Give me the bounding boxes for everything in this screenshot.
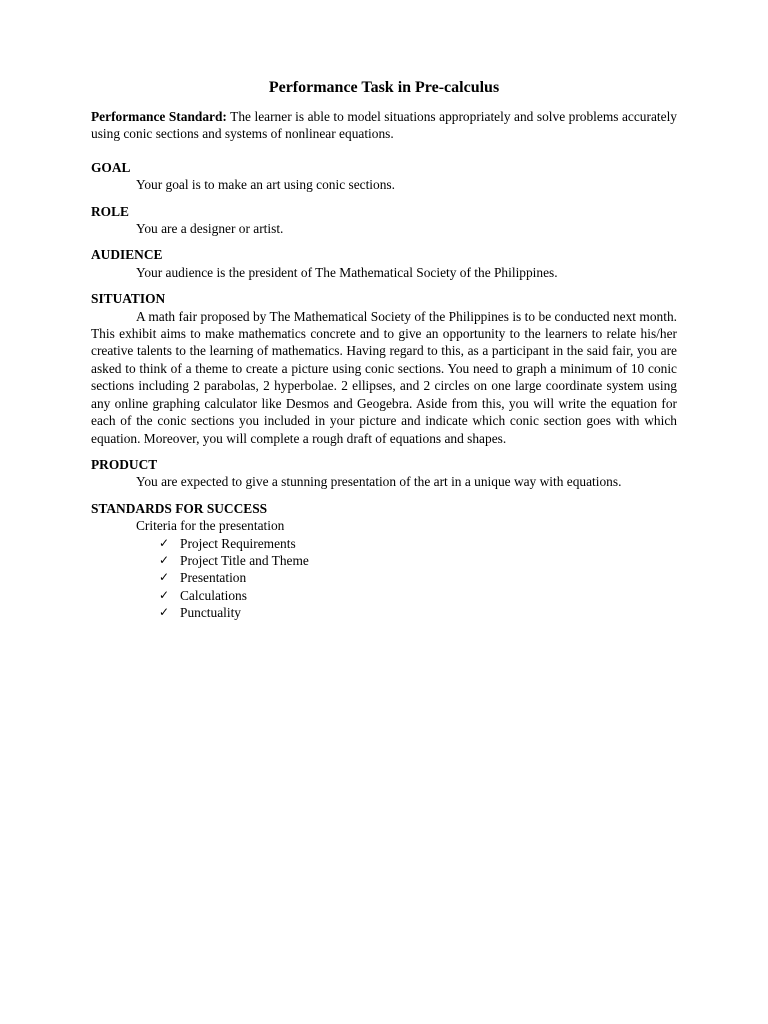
situation-section: [91, 290, 677, 447]
checkmark-icon: ✓: [159, 605, 170, 620]
document-page: [91, 78, 677, 631]
performance-standard: [91, 108, 677, 143]
standards-heading: STANDARDS FOR SUCCESS: [91, 500, 268, 516]
goal-section: [91, 159, 677, 194]
criteria-item: [159, 587, 677, 604]
checkmark-icon: ✓: [159, 535, 170, 550]
criteria-item: [159, 552, 677, 569]
goal-heading: GOAL: [91, 159, 131, 175]
audience-section: [91, 246, 677, 281]
criteria-item-label: Project Requirements: [180, 535, 296, 551]
product-text: You are expected to give a stunning presentation of the art in a unique way with equations.: [136, 474, 622, 490]
role-section: [91, 203, 677, 238]
criteria-item-label: Calculations: [180, 587, 247, 603]
performance-standard-label: Performance Standard:: [91, 109, 227, 124]
standards-section: [91, 500, 677, 622]
audience-text: Your audience is the president of The Mathematical Society of the Philippines.: [136, 264, 558, 280]
criteria-item-label: Project Title and Theme: [180, 552, 309, 568]
criteria-item-label: Presentation: [180, 570, 247, 586]
situation-text: A math fair proposed by The Mathematical Society of the Philippines is to be conducted next month. This exhibit aims to make mathematics concrete and to give an opportunity to the learners to relate his/her creative talents to the learning of mathematics. Having regard to this, as a participant in the said fair, you are asked to think of a theme to create a picture using conic sections. You need to graph a minimum of 10 conic sections including 2 parabolas, 2 hyperbolae. 2 ellipses, and 2 circles on one large coordinate system using any online graphing calculator like Desmos and Geogebra. Aside from this, you will write the equation for each of the conic sections you included in your picture and indicate which conic section goes with which equation. Moreover, you will complete a rough draft of equations and shapes.: [91, 308, 677, 446]
role-heading: ROLE: [91, 203, 129, 219]
criteria-intro: Criteria for the presentation: [136, 518, 285, 534]
situation-heading: SITUATION: [91, 291, 166, 307]
performance-standard-text: The learner is able to model situations appropriately and solve problems accurately using conic sections and systems of nonlinear equations.: [91, 109, 677, 142]
checkmark-icon: ✓: [159, 570, 170, 585]
criteria-item: [159, 535, 677, 552]
checkmark-icon: ✓: [159, 587, 170, 602]
role-text: You are a designer or artist.: [136, 221, 284, 237]
goal-text: Your goal is to make an art using conic sections.: [136, 177, 395, 193]
product-section: [91, 456, 677, 491]
criteria-list: [91, 535, 677, 622]
criteria-item-label: Punctuality: [180, 605, 241, 621]
checkmark-icon: ✓: [159, 552, 170, 567]
criteria-item: [159, 604, 677, 621]
document-title: Performance Task in Pre-calculus: [268, 79, 500, 96]
audience-heading: AUDIENCE: [91, 247, 163, 263]
criteria-item: [159, 569, 677, 586]
product-heading: PRODUCT: [91, 456, 158, 472]
